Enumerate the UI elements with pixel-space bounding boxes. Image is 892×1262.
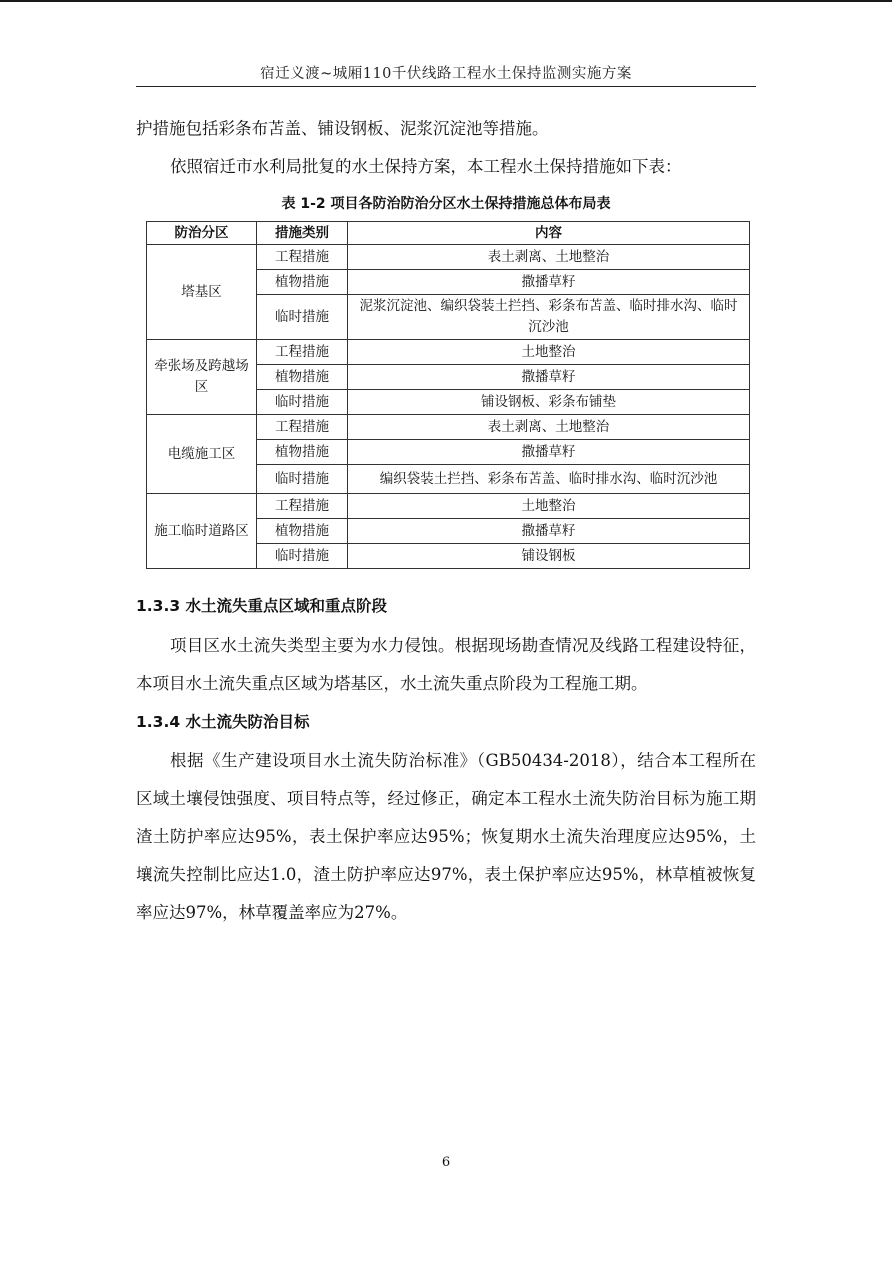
section-heading-1-3-3: 1.3.3 水土流失重点区域和重点阶段: [136, 597, 388, 615]
table-row: [147, 245, 750, 270]
header-category: 措施类别: [257, 222, 348, 245]
category-cell: 植物措施: [257, 440, 348, 465]
content-cell: 编织袋装土拦挡、彩条布苫盖、临时排水沟、临时沉沙池: [348, 465, 750, 494]
category-cell: 植物措施: [257, 519, 348, 544]
table-header-row: [147, 222, 750, 245]
header-content: 内容: [348, 222, 750, 245]
content-cell: 撒播草籽: [348, 519, 750, 544]
content-cell: 撒播草籽: [348, 440, 750, 465]
category-cell: 工程措施: [257, 415, 348, 440]
content-cell: 表土剥离、土地整治: [348, 415, 750, 440]
content-cell: 土地整治: [348, 340, 750, 365]
table-row: [147, 415, 750, 440]
category-cell: 工程措施: [257, 340, 348, 365]
table-caption: 表 1-2 项目各防治防治分区水土保持措施总体布局表: [281, 196, 611, 212]
table-row: [147, 340, 750, 365]
content-cell: 表土剥离、土地整治: [348, 245, 750, 270]
measures-table: [146, 221, 750, 569]
category-cell: 工程措施: [257, 245, 348, 270]
page-number: 6: [441, 1155, 451, 1170]
page-header: 宿迁义渡~城厢110千伏线路工程水土保持监测实施方案: [260, 66, 632, 82]
header-rule: [136, 86, 756, 87]
content-cell: 铺设钢板、彩条布铺垫: [348, 390, 750, 415]
content-cell: 撒播草籽: [348, 270, 750, 295]
category-cell: 临时措施: [257, 295, 348, 340]
zone-cell: 牵张场及跨越场区: [147, 340, 257, 415]
category-cell: 工程措施: [257, 494, 348, 519]
section-body-1-3-4: 根据《生产建设项目水土流失防治标准》（GB50434-2018），结合本工程所在区域土壤侵蚀强度、项目特点等，经过修正，确定本工程水土流失防治目标为施工期渣土防护率应达95%，表土保护率应达95%；恢复期水土流失治理度应达95%，土壤流失控制比应达1.0，渣土防护率应达97%，表土保护率应达95%，林草植被恢复率应达97%，林草覆盖率应为27%。: [136, 751, 756, 922]
zone-cell: 塔基区: [147, 245, 257, 340]
category-cell: 临时措施: [257, 544, 348, 569]
paragraph-continuation: 护措施包括彩条布苫盖、铺设钢板、泥浆沉淀池等措施。: [136, 119, 549, 138]
content-cell: 土地整治: [348, 494, 750, 519]
category-cell: 临时措施: [257, 465, 348, 494]
category-cell: 植物措施: [257, 365, 348, 390]
category-cell: 临时措施: [257, 390, 348, 415]
table-row: [147, 494, 750, 519]
section-heading-1-3-4: 1.3.4 水土流失防治目标: [136, 713, 310, 731]
content-cell: 铺设钢板: [348, 544, 750, 569]
content-cell: 泥浆沉淀池、编织袋装土拦挡、彩条布苫盖、临时排水沟、临时沉沙池: [348, 295, 750, 340]
section-body-1-3-3: 项目区水土流失类型主要为水力侵蚀。根据现场勘查情况及线路工程建设特征，本项目水土流失重点区域为塔基区，水土流失重点阶段为工程施工期。: [136, 636, 756, 693]
zone-cell: 电缆施工区: [147, 415, 257, 494]
category-cell: 植物措施: [257, 270, 348, 295]
top-border-line: [0, 0, 892, 2]
zone-cell: 施工临时道路区: [147, 494, 257, 569]
header-zone: 防治分区: [147, 222, 257, 245]
content-cell: 撒播草籽: [348, 365, 750, 390]
paragraph-table-intro: 依照宿迁市水利局批复的水土保持方案，本工程水土保持措施如下表：: [170, 157, 682, 176]
